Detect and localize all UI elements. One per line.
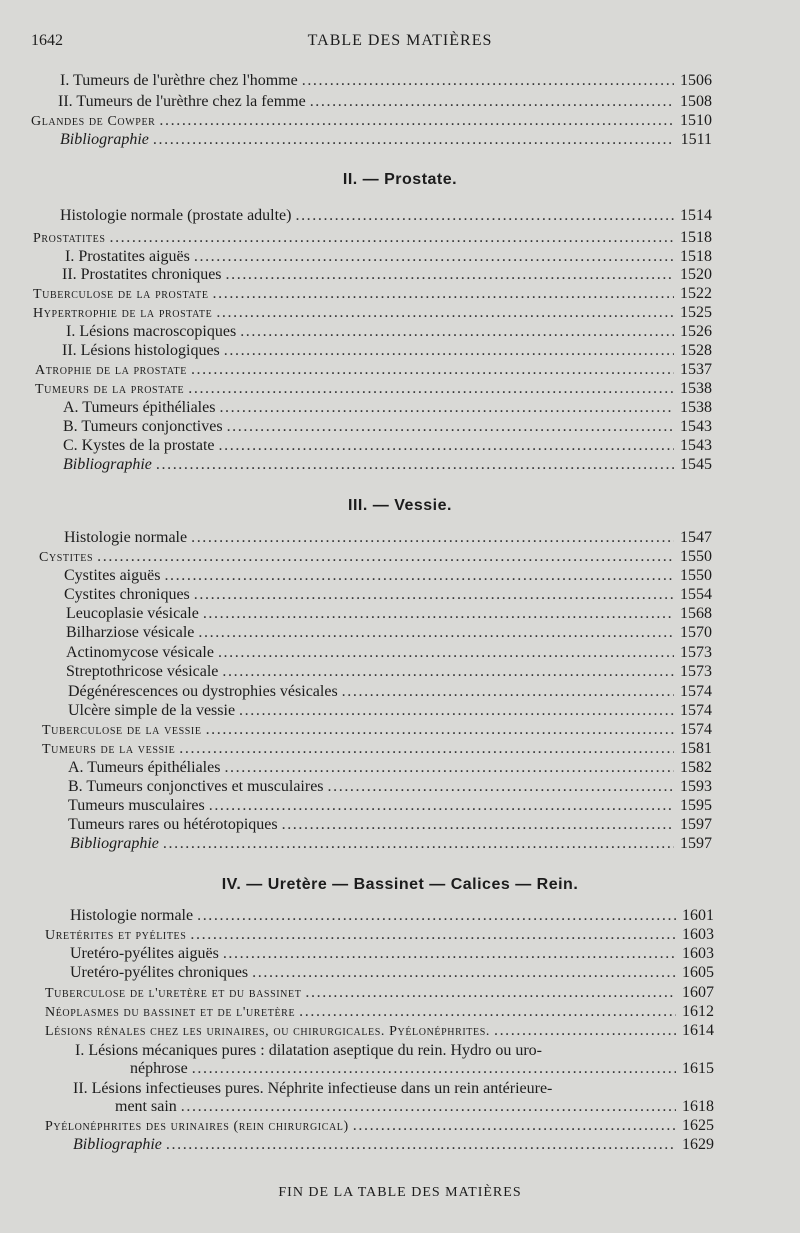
toc-entry-page: 1554 (680, 586, 712, 603)
toc-entry-label: Bibliographie (63, 456, 152, 473)
toc-entry-page: 1506 (680, 72, 712, 89)
toc-entry-streptothricose-vesicale[interactable] (66, 662, 712, 681)
toc-entry-page: 1595 (680, 797, 712, 814)
toc-entry-i-prostatites-aigues[interactable] (65, 247, 712, 266)
toc-entry-ii-prostatites-chroniques[interactable] (62, 265, 712, 284)
toc-entry-page: 1570 (680, 624, 712, 641)
toc-entry-neoplasmes-du-bassinet-et-de-l-uretere[interactable] (45, 1002, 714, 1021)
toc-entry-label: A. Tumeurs épithéliales (63, 399, 216, 416)
toc-entry-label: néphrose (130, 1060, 188, 1077)
dot-leader (191, 360, 674, 379)
toc-entry-page: 1618 (682, 1098, 714, 1115)
toc-entry-page: 1511 (680, 131, 712, 148)
toc-entry-page: 1550 (680, 567, 712, 584)
toc-entry-label: Histologie normale (prostate adulte) (60, 207, 292, 224)
toc-entry-label: Uretéro-pyélites chroniques (70, 964, 249, 981)
dot-leader (192, 1059, 676, 1078)
dot-leader (226, 265, 674, 284)
dot-leader (239, 701, 674, 720)
toc-entry-ii-lesions-histologiques[interactable] (62, 341, 712, 360)
toc-entry-label: Actinomycose vésicale (66, 644, 214, 661)
toc-entry-page: 1568 (680, 605, 712, 622)
toc-entry-ureterites-et-pyelites[interactable] (45, 925, 714, 944)
toc-entry-actinomycose-vesicale[interactable] (66, 643, 712, 662)
toc-entry-bibliographie[interactable] (63, 455, 712, 474)
toc-entry-page: 1574 (680, 721, 712, 738)
toc-entry-pyelonephrites-des-urinaires-rein-chirur[interactable] (45, 1116, 714, 1135)
toc-entry-page: 1545 (680, 456, 712, 473)
toc-entry-label: Cystites (39, 550, 94, 565)
toc-entry-bibliographie[interactable] (73, 1135, 714, 1154)
toc-entry-histologie-normale[interactable] (70, 906, 714, 925)
toc-entry-label: II. Tumeurs de l'urèthre chez la femme (58, 93, 306, 110)
toc-entry-page: 1522 (680, 285, 712, 302)
dot-leader (203, 604, 674, 623)
dot-leader (295, 206, 674, 225)
page-number: 1642 (31, 32, 63, 49)
dot-leader (191, 528, 674, 547)
toc-entry-label: Tumeurs de la prostate (35, 382, 185, 397)
toc-entry-tuberculose-de-la-prostate[interactable] (33, 284, 712, 303)
dot-leader (224, 341, 674, 360)
toc-entry-page: 1518 (680, 248, 712, 265)
toc-entry-line: I. Lésions mécaniques pures : dilatation aseptique du rein. Hydro ou uro- (75, 1042, 542, 1059)
toc-entry-c-kystes-de-la-prostate[interactable] (63, 436, 712, 455)
toc-entry-page: 1550 (680, 548, 712, 565)
toc-entry-line: II. Lésions infectieuses pures. Néphrite infectieuse dans un rein antérieure- (73, 1080, 553, 1097)
toc-entry-bibliographie[interactable] (70, 834, 712, 853)
toc-entry-label: Hypertrophie de la prostate (33, 306, 213, 321)
dot-leader (353, 1116, 676, 1135)
toc-entry-page: 1582 (680, 759, 712, 776)
toc-entry-page: 1603 (682, 945, 714, 962)
toc-entry-label: Pyélonéphrites des urinaires (rein chirurgical) (45, 1119, 349, 1134)
toc-entry-page: 1547 (680, 529, 712, 546)
toc-entry-label: Bibliographie (70, 835, 159, 852)
toc-entry-label: Glandes de Cowper (31, 114, 156, 129)
toc-entry-label: Tuberculose de la prostate (33, 287, 209, 302)
dot-leader (219, 436, 674, 455)
toc-entry-prostatites[interactable] (33, 228, 712, 247)
toc-entry-label: I. Prostatites aiguës (65, 248, 190, 265)
toc-entry-label: Histologie normale (70, 907, 194, 924)
toc-entry-label: Uretérites et pyélites (45, 928, 187, 943)
toc-entry-page: 1510 (680, 112, 712, 129)
toc-entry-label: Tumeurs de la vessie (42, 742, 176, 757)
dot-leader (282, 815, 674, 834)
dot-leader (252, 963, 676, 982)
dot-leader (216, 303, 674, 322)
dot-leader (224, 758, 674, 777)
dot-leader (153, 130, 674, 149)
toc-entry-label: Tumeurs rares ou hétérotopiques (68, 816, 278, 833)
toc-entry-page: 1603 (682, 926, 714, 943)
toc-entry-label: Tumeurs musculaires (68, 797, 205, 814)
section-heading: IV. — Uretère — Bassinet — Calices — Rein. (221, 876, 579, 893)
toc-entry-histologie-normale[interactable] (64, 528, 712, 547)
toc-entry-page: 1537 (680, 361, 712, 378)
toc-entry-tumeurs-de-la-prostate[interactable] (35, 379, 712, 398)
toc-entry-lesions-renales-chez-les-urinaires-ou-ch[interactable] (45, 1021, 714, 1040)
toc-entry-ment-sain[interactable] (115, 1097, 714, 1116)
dot-leader (219, 398, 674, 417)
dot-leader (494, 1021, 676, 1040)
dot-leader (194, 585, 674, 604)
toc-entry-label: Prostatites (33, 231, 106, 246)
dot-leader (206, 720, 674, 739)
toc-entry-page: 1629 (682, 1136, 714, 1153)
toc-entry-page: 1508 (680, 93, 712, 110)
toc-entry-label: Atrophie de la prostate (35, 363, 187, 378)
toc-entry-page: 1518 (680, 229, 712, 246)
dot-leader (109, 228, 674, 247)
toc-entry-cystites-aigues[interactable] (64, 566, 712, 585)
toc-entry-label: Uretéro-pyélites aiguës (70, 945, 219, 962)
toc-entry-bilharziose-vesicale[interactable] (66, 623, 712, 642)
toc-entry-page: 1574 (680, 702, 712, 719)
toc-entry-label: Ulcère simple de la vessie (68, 702, 236, 719)
toc-entry-page: 1526 (680, 323, 712, 340)
toc-entry-page: 1593 (680, 778, 712, 795)
toc-entry-label: Tuberculose de la vessie (42, 723, 202, 738)
toc-entry-nephrose[interactable] (130, 1059, 714, 1078)
toc-entry-page: 1581 (680, 740, 712, 757)
toc-entry-hypertrophie-de-la-prostate[interactable] (33, 303, 712, 322)
dot-leader (179, 739, 674, 758)
toc-entry-page: 1574 (680, 683, 712, 700)
dot-leader (188, 379, 674, 398)
dot-leader (198, 623, 674, 642)
toc-entry-label: Histologie normale (64, 529, 188, 546)
dot-leader (213, 284, 674, 303)
toc-entry-label: B. Tumeurs conjonctives et musculaires (68, 778, 324, 795)
toc-entry-label: II. Lésions histologiques (62, 342, 220, 359)
toc-entry-page: 1573 (680, 644, 712, 661)
dot-leader (209, 796, 674, 815)
toc-entry-a-tumeurs-epitheliales[interactable] (68, 758, 712, 777)
toc-entry-page: 1528 (680, 342, 712, 359)
toc-entry-label: Dégénérescences ou dystrophies vésicales (68, 683, 338, 700)
toc-entry-page: 1614 (682, 1022, 714, 1039)
toc-entry-tumeurs-musculaires[interactable] (68, 796, 712, 815)
toc-entry-label: Streptothricose vésicale (66, 663, 219, 680)
toc-entry-label: Cystites chroniques (64, 586, 190, 603)
toc-entry-glandes-de-cowper[interactable] (31, 111, 712, 130)
toc-entry-page: 1514 (680, 207, 712, 224)
toc-entry-page: 1543 (680, 437, 712, 454)
toc-entry-label: ment sain (115, 1098, 177, 1115)
dot-leader (156, 455, 674, 474)
toc-entry-label: II. Prostatites chroniques (62, 266, 222, 283)
toc-entry-label: Bibliographie (73, 1136, 162, 1153)
toc-entry-label: Lésions rénales chez les urinaires, ou chirurgicales. Pyélonéphrites. (45, 1024, 490, 1039)
toc-entry-degenerescences-ou-dystrophies-vesicales[interactable] (68, 682, 712, 701)
section-heading: III. — Vessie. (348, 497, 452, 514)
toc-entry-label: Bibliographie (60, 131, 149, 148)
toc-entry-i-lesions-macroscopiques[interactable] (66, 322, 712, 341)
dot-leader (328, 777, 674, 796)
toc-entry-label: C. Kystes de la prostate (63, 437, 215, 454)
toc-entry-label: I. Tumeurs de l'urèthre chez l'homme (60, 72, 298, 89)
toc-entry-ulcere-simple-de-la-vessie[interactable] (68, 701, 712, 720)
dot-leader (194, 247, 674, 266)
toc-entry-tuberculose-de-la-vessie[interactable] (42, 720, 712, 739)
toc-entry-ii-tumeurs-de-l-urethre-chez-la-femme[interactable] (58, 92, 712, 111)
toc-entry-label: Néoplasmes du bassinet et de l'uretère (45, 1005, 296, 1020)
toc-entry-page: 1538 (680, 380, 712, 397)
toc-entry-page: 1520 (680, 266, 712, 283)
dot-leader (240, 322, 674, 341)
toc-entry-page: 1538 (680, 399, 712, 416)
toc-entry-label: Leucoplasie vésicale (66, 605, 199, 622)
toc-entry-page: 1597 (680, 816, 712, 833)
running-title: TABLE DES MATIÈRES (307, 32, 493, 49)
toc-entry-tumeurs-rares-ou-heterotopiques[interactable] (68, 815, 712, 834)
end-note: FIN DE LA TABLE DES MATIÈRES (278, 1185, 522, 1200)
dot-leader (163, 834, 674, 853)
page-header (0, 32, 800, 54)
toc-entry-a-tumeurs-epitheliales[interactable] (63, 398, 712, 417)
toc-entry-i-tumeurs-de-l-urethre-chez-l-homme[interactable] (60, 71, 712, 90)
toc-entry-uretero-pyelites-aigues[interactable] (70, 944, 714, 963)
toc-entry-label: A. Tumeurs épithéliales (68, 759, 221, 776)
toc-entry-page: 1612 (682, 1003, 714, 1020)
dot-leader (222, 662, 674, 681)
toc-entry-page: 1543 (680, 418, 712, 435)
dot-leader (302, 71, 674, 90)
toc-entry-page: 1625 (682, 1117, 714, 1134)
toc-entry-tuberculose-de-l-uretere-et-du-bassinet[interactable] (45, 983, 714, 1002)
toc-entry-label: Cystites aiguës (64, 567, 161, 584)
dot-leader (164, 566, 674, 585)
toc-entry-page: 1601 (682, 907, 714, 924)
dot-leader (166, 1135, 676, 1154)
dot-leader (299, 1002, 676, 1021)
dot-leader (342, 682, 674, 701)
dot-leader (310, 92, 674, 111)
toc-entry-page: 1615 (682, 1060, 714, 1077)
toc-entry-page: 1597 (680, 835, 712, 852)
toc-entry-b-tumeurs-conjonctives-et-musculaires[interactable] (68, 777, 712, 796)
toc-entry-label: B. Tumeurs conjonctives (63, 418, 223, 435)
dot-leader (97, 547, 674, 566)
toc-entry-label: I. Lésions macroscopiques (66, 323, 237, 340)
dot-leader (181, 1097, 676, 1116)
dot-leader (159, 111, 674, 130)
toc-entry-b-tumeurs-conjonctives[interactable] (63, 417, 712, 436)
toc-entry-histologie-normale-prostate-adulte[interactable] (60, 206, 712, 225)
dot-leader (305, 983, 676, 1002)
toc-entry-page: 1573 (680, 663, 712, 680)
toc-entry-cystites[interactable] (39, 547, 712, 566)
toc-entry-page: 1607 (682, 984, 714, 1001)
dot-leader (227, 417, 674, 436)
toc-entry-label: Bilharziose vésicale (66, 624, 195, 641)
toc-entry-cystites-chroniques[interactable] (64, 585, 712, 604)
toc-entry-atrophie-de-la-prostate[interactable] (35, 360, 712, 379)
toc-entry-leucoplasie-vesicale[interactable] (66, 604, 712, 623)
toc-entry-page: 1605 (682, 964, 714, 981)
section-heading: II. — Prostate. (342, 171, 458, 188)
toc-entry-label: Tuberculose de l'uretère et du bassinet (45, 986, 302, 1001)
toc-entry-tumeurs-de-la-vessie[interactable] (42, 739, 712, 758)
toc-entry-bibliographie[interactable] (60, 130, 712, 149)
dot-leader (197, 906, 676, 925)
dot-leader (223, 944, 676, 963)
dot-leader (218, 643, 674, 662)
dot-leader (190, 925, 676, 944)
toc-entry-page: 1525 (680, 304, 712, 321)
toc-entry-uretero-pyelites-chroniques[interactable] (70, 963, 714, 982)
